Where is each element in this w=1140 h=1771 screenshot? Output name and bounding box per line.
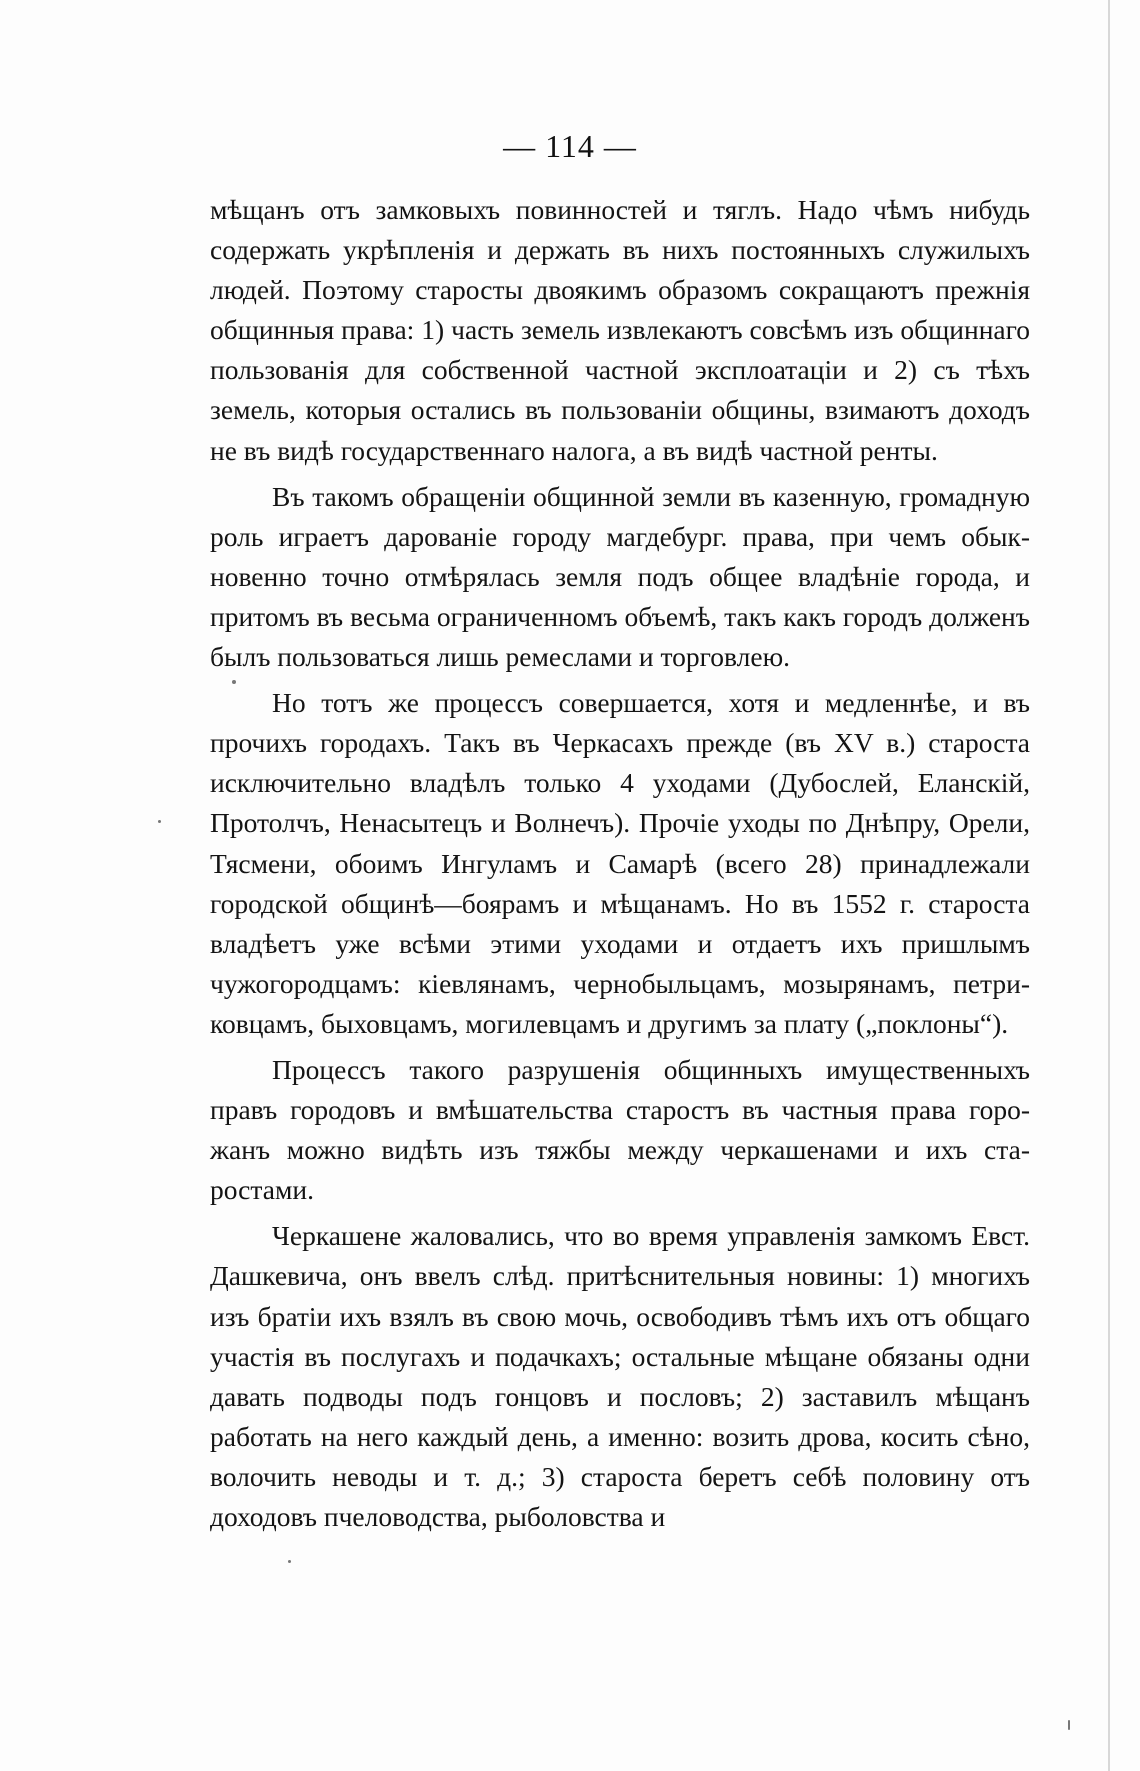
print-speck — [288, 1560, 291, 1563]
print-speck — [158, 820, 161, 823]
paragraph-1: мѣщанъ отъ замковыхъ повинностей и тяглъ. Надо чѣмъ нибудь содержать укрѣпленія и держать въ нихъ постоянныхъ служилыхъ людей. Поэтому старосты двоякимъ образомъ сокращаютъ прежнія общинныя права: 1) часть земель извлекаютъ совсѣмъ изъ общиннаго пользованія для собственной частной эксплоатаціи и 2) съ тѣхъ земель, которыя остались въ пользованіи общины, взимаютъ доходъ не въ видѣ государственнаго налога, а въ видѣ частной ренты. — [210, 194, 1030, 466]
paragraph-3: Но тотъ же процессъ совершается, хотя и медленнѣе, и въ прочихъ городахъ. Такъ въ Черкасахъ прежде (въ XV в.) староста исключительно владѣлъ только 4 уходами (Дубослей, Еланскій, Протолчъ, Ненасытецъ и Волнечъ). Прочіе уходы по Днѣпру, Орели, Тясмени, обоимъ Ингуламъ и Самарѣ (всего 28) принадлежали городской общинѣ—боярамъ и мѣщанамъ. Но въ 1552 г. староста владѣетъ уже всѣми этими уходами и отдаетъ ихъ пришлымъ чужогородцамъ: кіевлянамъ, чернобыльцамъ, мозырянамъ, петриковцамъ, быховцамъ, могилевцамъ и другимъ за плату („поклоны“). — [210, 687, 1030, 1039]
paragraph-5: Черкашене жаловались, что во время управленія замкомъ Евст. Дашкевича, онъ ввелъ слѣд. притѣснительныя новины: 1) многихъ изъ братіи ихъ взялъ въ свою мочь, освободивъ тѣмъ ихъ отъ общаго участія въ послугахъ и подачкахъ; остальные мѣщане обязаны одни давать подводы подъ гонцовъ и пословъ; 2) заставилъ мѣщанъ работать на него каждый день, а именно: возить дрова, косить сѣно, волочить неводы и т. д.; 3) староста беретъ себѣ половину отъ доходовъ пчеловодства, рыболовства и — [210, 1220, 1030, 1532]
page-edge-line — [1108, 0, 1110, 1771]
body-text — [210, 190, 1030, 1543]
print-speck — [1068, 1720, 1070, 1730]
paragraph-4: Процессъ такого разрушенія общинныхъ имущественныхъ правъ городовъ и вмѣшательства старостъ въ частныя права горожанъ можно видѣть изъ тяжбы между черкашенами и ихъ старостами. — [210, 1053, 1030, 1206]
page-number: — 114 — — [503, 128, 637, 164]
paragraph-2: Въ такомъ обращеніи общинной земли въ казенную, громадную роль играетъ дарованіе городу магдебург. права, при чемъ обыкновенно точно отмѣрялась земля подъ общее владѣніе города, и притомъ въ весьма ограниченномъ объемѣ, такъ какъ городъ долженъ былъ пользоваться лишь ремеслами и торговлею. — [210, 480, 1030, 673]
print-speck — [232, 680, 236, 684]
